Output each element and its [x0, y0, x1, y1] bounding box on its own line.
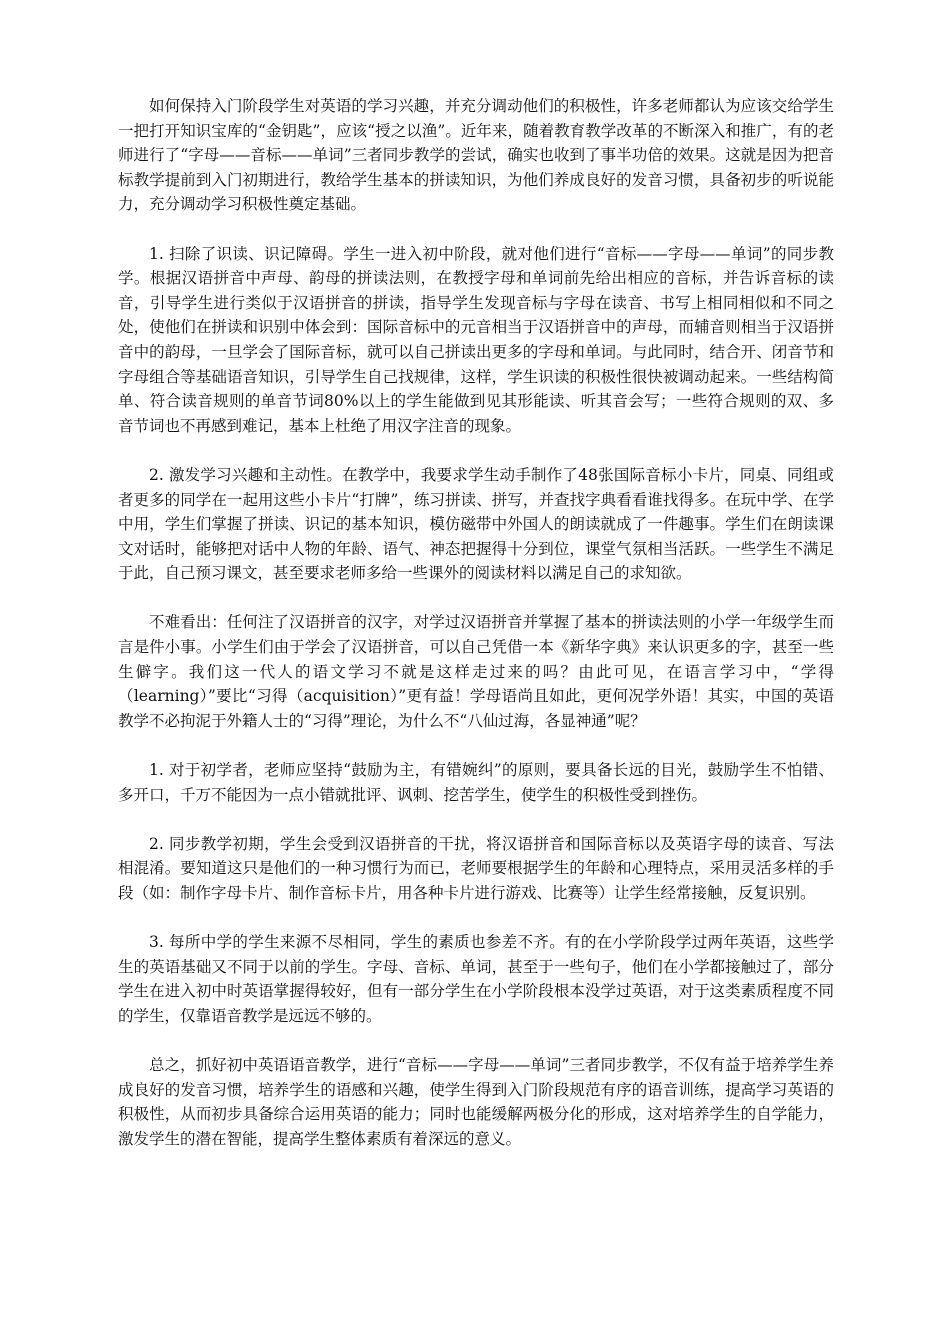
paragraph-conclusion: 总之，抓好初中英语语音教学，进行“音标——字母——单词”三者同步教学，不仅有益于培养学生养成良好的发音习惯，培养学生的语感和兴趣，使学生得到入门阶段规范有序的语音训练，提高学习英语的积极性，从而初步具备综合运用英语的能力；同时也能缓解两极分化的形成，这对培养学生的自学能力，激发学生的潜在智能，提高学生整体素质有着深远的意义。	[118, 1056, 834, 1148]
paragraph-intro: 如何保持入门阶段学生对英语的学习兴趣，并充分调动他们的积极性，许多老师都认为应该交给学生一把打开知识宝库的“金钥匙”，应该“授之以渔”。近年来，随着教育教学改革的不断深入和推广，有的老师进行了“字母——音标——单词”三者同步教学的尝试，确实也收到了事半功倍的效果。这就是因为把音标教学提前到入门初期进行，教给学生基本的拼读知识，为他们养成良好的发音习惯，具备初步的听说能力，充分调动学习积极性奠定基础。	[118, 97, 834, 214]
paragraph-point-2: 2. 激发学习兴趣和主动性。在教学中，我要求学生动手制作了48张国际音标小卡片，同桌、同组或者更多的同学在一起用这些小卡片“打牌”，练习拼读、拼写，并查找字典看看谁找得多。在玩中学、在学中用，学生们掌握了拼读、识记的基本知识，模仿磁带中外国人的朗读就成了一件趣事。学生们在朗读课文对话时，能够把对话中人物的年龄、语气、神态把握得十分到位，课堂气氛相当活跃。一些学生不满足于此，自己预习课文，甚至要求老师多给一些课外的阅读材料以满足自己的求知欲。	[118, 465, 834, 583]
paragraph-note-1: 1. 对于初学者，老师应坚持“鼓励为主，有错婉纠”的原则，要具备长远的目光，鼓励学生不怕错、多开口，千万不能因为一点小错就批评、讽刺、挖苦学生，使学生的积极性受到挫伤。	[118, 761, 834, 804]
paragraph-point-1: 1. 扫除了识读、识记障碍。学生一进入初中阶段，就对他们进行“音标——字母——单词”的同步教学。根据汉语拼音中声母、韵母的拼读法则，在教授字母和单词前先给出相应的音标，并告诉音标的读音，引导学生进行类似于汉语拼音的拼读，指导学生发现音标与字母在读音、书写上相同相似和不同之处，使他们在拼读和识别中体会到：国际音标中的元音相当于汉语拼音中的声母，而辅音则相当于汉语拼音中的韵母，一旦学会了国际音标，就可以自己拼读出更多的字母和单词。与此同时，结合开、闭音节和字母组合等基础语音知识，引导学生自己找规律，这样，学生识读的积极性很快被调动起来。一些结构简单、符合读音规则的单音节词80%以上的学生能做到见其形能读、听其音会写；一些符合规则的双、多音节词也不再感到难记，基本上杜绝了用汉字注音的现象。	[118, 244, 834, 435]
paragraph-note-2: 2. 同步教学初期，学生会受到汉语拼音的干扰，将汉语拼音和国际音标以及英语字母的读音、写法相混淆。要知道这只是他们的一种习惯行为而已，老师要根据学生的年龄和心理特点，采用灵活多样的手段（如：制作字母卡片、制作音标卡片，用各种卡片进行游戏、比赛等）让学生经常接触，反复识别。	[118, 834, 835, 902]
document-page	[118, 94, 834, 1176]
paragraph-analysis: 不难看出：任何注了汉语拼音的汉字，对学过汉语拼音并掌握了基本的拼读法则的小学一年级学生而言是件小事。小学生们由于学会了汉语拼音，可以自己凭借一本《新华字典》来认识更多的字，甚至一些生僻字。我们这一代人的语文学习不就是这样走过来的吗？由此可见，在语言学习中，“学得（learning）”要比“习得（acquisition）”更有益！学母语尚且如此，更何况学外语！其实，中国的英语教学不必拘泥于外籍人士的“习得”理论，为什么不“八仙过海，各显神通”呢？	[118, 613, 834, 730]
paragraph-note-3: 3. 每所中学的学生来源不尽相同，学生的素质也参差不齐。有的在小学阶段学过两年英语，这些学生的英语基础又不同于以前的学生。字母、音标、单词，甚至于一些句子，他们在小学都接触过了，部分学生在进入初中时英语掌握得较好，但有一部分学生在小学阶段根本没学过英语，对于这类素质程度不同的学生，仅靠语音教学是远远不够的。	[118, 933, 835, 1025]
